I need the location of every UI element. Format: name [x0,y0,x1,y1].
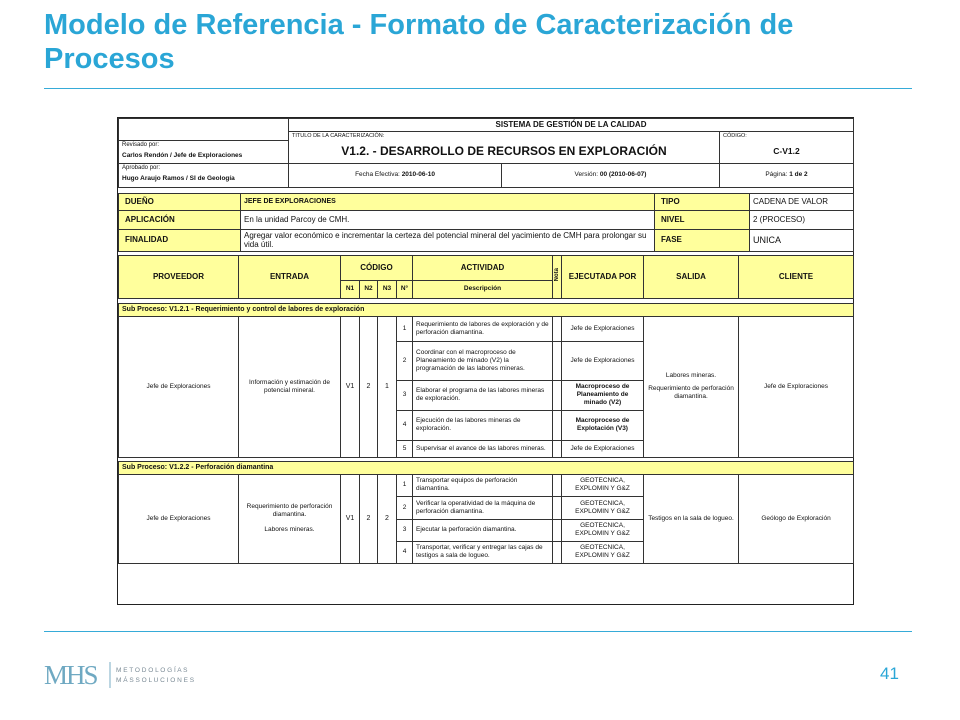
sub2-salida: Testigos en la sala de logueo. [644,474,739,563]
bottom-divider [44,631,912,632]
col-descripcion: Descripción [413,280,553,298]
aprobado-label: Aprobado por: [122,164,161,171]
tipo-label: TIPO [655,193,750,210]
dueno-value: JEFE DE EXPLORACIONES [241,193,655,210]
sub1-proveedor: Jefe de Exploraciones [119,316,239,457]
top-divider [44,88,912,89]
col-n3: N3 [378,280,397,298]
sub1-row5-ejecutada: Jefe de Exploraciones [562,440,644,457]
col-actividad: ACTIVIDAD [413,255,553,280]
mhs-logo-icon [44,660,244,690]
sub2-row2-desc: Verificar la operatividad de la máquina de perforación diamantina. [413,496,553,519]
sub2-row3-ejecutada: GEOTECNICA, EXPLOMIN Y G&Z [562,519,644,541]
sub1-row1-desc: Requerimiento de labores de exploración y de perforación diamantina. [413,316,553,341]
sub1-row4-desc: Ejecución de las labores mineras de exploración. [413,410,553,440]
revisado-label: Revisado por: [122,141,160,148]
col-ejecutada: EJECUTADA POR [562,255,644,298]
sub2-row4-desc: Transportar, verificar y entregar las cajas de testigos a sala de logueo. [413,541,553,563]
sub1-n2: 2 [360,316,378,457]
sub1-salida-1: Labores mineras. [665,372,717,379]
slide-title: Modelo de Referencia - Formato de Caracterización de Procesos [44,9,794,75]
sub1-n1: V1 [341,316,360,457]
svg-text:M E T O D O L O G Í A S: M E T O D O L O G Í A S [116,667,188,674]
system-title: SISTEMA DE GESTIÓN DE LA CALIDAD [289,119,854,132]
sub1-row4-ejecutada: Macroproceso de Explotación (V3) [562,410,644,440]
process-characterization-form [117,117,854,605]
sub1-row2-num: 2 [397,341,413,380]
aplicacion-label: APLICACIÓN [119,210,241,229]
sub2-row3-num: 3 [397,519,413,541]
form-header [118,118,854,188]
sub2-row1-ejecutada: GEOTECNICA, EXPLOMIN Y G&Z [562,474,644,496]
codigo-value: C-V1.2 [720,140,854,163]
sub2-n3: 2 [378,474,397,563]
sub2-proveedor: Jefe de Exploraciones [119,474,239,563]
pagina-cell: Página: 1 de 2 [720,163,854,187]
sub1-row3-desc: Elaborar el programa de las labores mineras de exploración. [413,380,553,410]
nivel-value: 2 (PROCESO) [750,210,854,229]
finalidad-value: Agregar valor económico e incrementar la certeza del potencial mineral del yacimiento de CMH para prolongar su vida útil. [241,229,655,251]
col-codigo: CÓDIGO [341,255,413,280]
process-table [118,255,854,564]
sub1-row2-desc: Coordinar con el macroproceso de Planeamiento de minado (V2) la programación de las labores mineras. [413,341,553,380]
sub1-row4-num: 4 [397,410,413,440]
sub1-row5-desc: Supervisar el avance de las labores mineras. [413,440,553,457]
company-logo [44,660,244,690]
svg-text:MHS: MHS [44,660,97,690]
col-n1: N1 [341,280,360,298]
svg-text:M Á S S O L U C I O N E S: M Á S S O L U C I O N E S [116,677,195,684]
finalidad-label: FINALIDAD [119,229,241,251]
titulo-value: V1.2. - DESARROLLO DE RECURSOS EN EXPLORACIÓN [289,140,720,163]
nivel-label: NIVEL [655,210,750,229]
form-info [118,193,854,252]
sub1-row3-ejecutada: Macroproceso de Planeamiento de minado (V2) [562,380,644,410]
sub1-row1-ejecutada: Jefe de Exploraciones [562,316,644,341]
aplicacion-value: En la unidad Parcoy de CMH. [241,210,655,229]
dueno-label: DUEÑO [119,193,241,210]
sub1-salida-2: Requerimiento de perforación diamantina. [648,385,734,400]
sub1-row2-ejecutada: Jefe de Exploraciones [562,341,644,380]
sub2-row4-num: 4 [397,541,413,563]
sub2-entrada-2: Labores mineras. [264,526,315,533]
sub1-entrada: Información y estimación de potencial mineral. [239,316,341,457]
page-number: 41 [880,664,899,683]
sub2-row4-ejecutada: GEOTECNICA, EXPLOMIN Y G&Z [562,541,644,563]
sub1-cliente: Jefe de Exploraciones [739,316,854,457]
sub1-row5-num: 5 [397,440,413,457]
table-row [119,316,854,341]
sub1-salida [644,316,739,457]
sub2-row3-desc: Ejecutar la perforación diamantina. [413,519,553,541]
revisado-value: Carlos Rendón / Jefe de Exploraciones [122,151,243,159]
aprobado-value: Hugo Araujo Ramos / SI de Geología [122,174,235,182]
version-cell: Versión: 00 (2010-06-07) [502,163,720,187]
col-salida: SALIDA [644,255,739,298]
sub2-row2-ejecutada: GEOTECNICA, EXPLOMIN Y G&Z [562,496,644,519]
subprocess-1-title: Sub Proceso: V1.2.1 - Requerimiento y control de labores de exploración [119,303,854,316]
sub2-n1: V1 [341,474,360,563]
sub2-n2: 2 [360,474,378,563]
subprocess-2-title: Sub Proceso: V1.2.2 - Perforación diamantina [119,461,854,474]
sub2-cliente: Geólogo de Exploración [739,474,854,563]
col-proveedor: PROVEEDOR [119,255,239,298]
col-num: N° [397,280,413,298]
col-nota: Nota [554,268,561,282]
sub2-row1-num: 1 [397,474,413,496]
sub2-row1-desc: Transportar equipos de perforación diamantina. [413,474,553,496]
sub2-entrada-1: Requerimiento de perforación diamantina. [246,503,333,518]
col-entrada: ENTRADA [239,255,341,298]
titulo-label: TITULO DE LA CARACTERIZACIÓN: [289,132,720,141]
sub2-row2-num: 2 [397,496,413,519]
col-cliente: CLIENTE [739,255,854,298]
sub1-row1-num: 1 [397,316,413,341]
table-row [119,474,854,496]
col-n2: N2 [360,280,378,298]
codigo-label: CÓDIGO: [720,132,854,141]
sub1-n3: 1 [378,316,397,457]
sub2-entrada [239,474,341,563]
fase-value: UNICA [750,229,854,251]
fecha-cell: Fecha Efectiva: 2010-06-10 [289,163,502,187]
tipo-value: CADENA DE VALOR [750,193,854,210]
sub1-row3-num: 3 [397,380,413,410]
fase-label: FASE [655,229,750,251]
